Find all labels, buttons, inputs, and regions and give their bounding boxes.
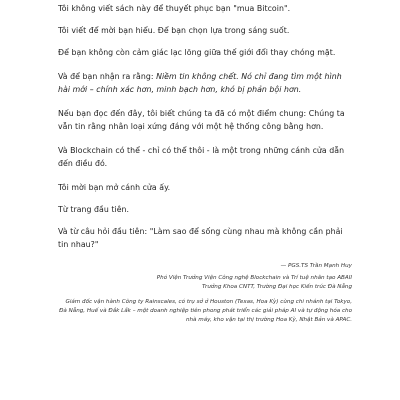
author-title-3: Giám đốc vận hành Công ty Rainscales, có trụ sở ở Houston (Texas, Hoa Kỳ) cùng chi nhánh tại Tokyo, Đà Nẵng, Huế và Đắk Lắk – một doanh nghiệp tiên phong phát triển các giải pháp AI và tự động hóa cho nhà máy, kho vận tại thị trường Hoa Kỳ, Nhật Bản và APAC.	[59, 299, 352, 323]
paragraph-invite: Tôi viết để mời bạn hiểu. Để bạn chọn lựa trong sáng suốt.	[58, 26, 290, 35]
author-title-1: Phó Viện Trưởng Viện Công nghệ Blockchain và Trí tuệ nhân tạo ABAII	[156, 275, 352, 281]
paragraph-common-ground: Nếu bạn đọc đến đây, tôi biết chúng ta đã có một điểm chung: Chúng ta vẫn tin rằng nhân loại xứng đáng với một hệ thống công bằng hơn.	[58, 109, 345, 131]
author-title-2: Trưởng Khoa CNTT, Trường Đại học Kiến trúc Đà Nẵng	[202, 284, 352, 290]
paragraph-lost: Để bạn không còn cảm giác lạc lõng giữa thế giới đổi thay chóng mặt.	[58, 48, 336, 57]
paragraph-question: Và từ câu hỏi đầu tiên: "Làm sao để sống cùng nhau mà không cần phải tin nhau?"	[58, 227, 343, 249]
trust-lead-text: Và để bạn nhận ra rằng:	[58, 72, 157, 81]
paragraph-first-page: Từ trang đầu tiên.	[58, 205, 130, 214]
paragraph-trust	[58, 70, 352, 96]
trust-italic-text: Niềm tin không chết. Nó chỉ đang tìm một hình hài mới – chính xác hơn, minh bạch hơn, khó bị phản bội hơn.	[58, 72, 342, 94]
paragraph-open-door: Tôi mời bạn mở cánh cửa ấy.	[58, 183, 171, 192]
author-signature	[58, 262, 352, 325]
author-name: — PGS.TS Trần Mạnh Huy	[280, 263, 352, 269]
paragraph-intro: Tôi không viết sách này để thuyết phục bạn "mua Bitcoin".	[58, 4, 291, 13]
paragraph-blockchain: Và Blockchain có thể - chỉ có thể thôi - là một trong những cánh cửa dẫn đến điều đó.	[58, 146, 345, 168]
